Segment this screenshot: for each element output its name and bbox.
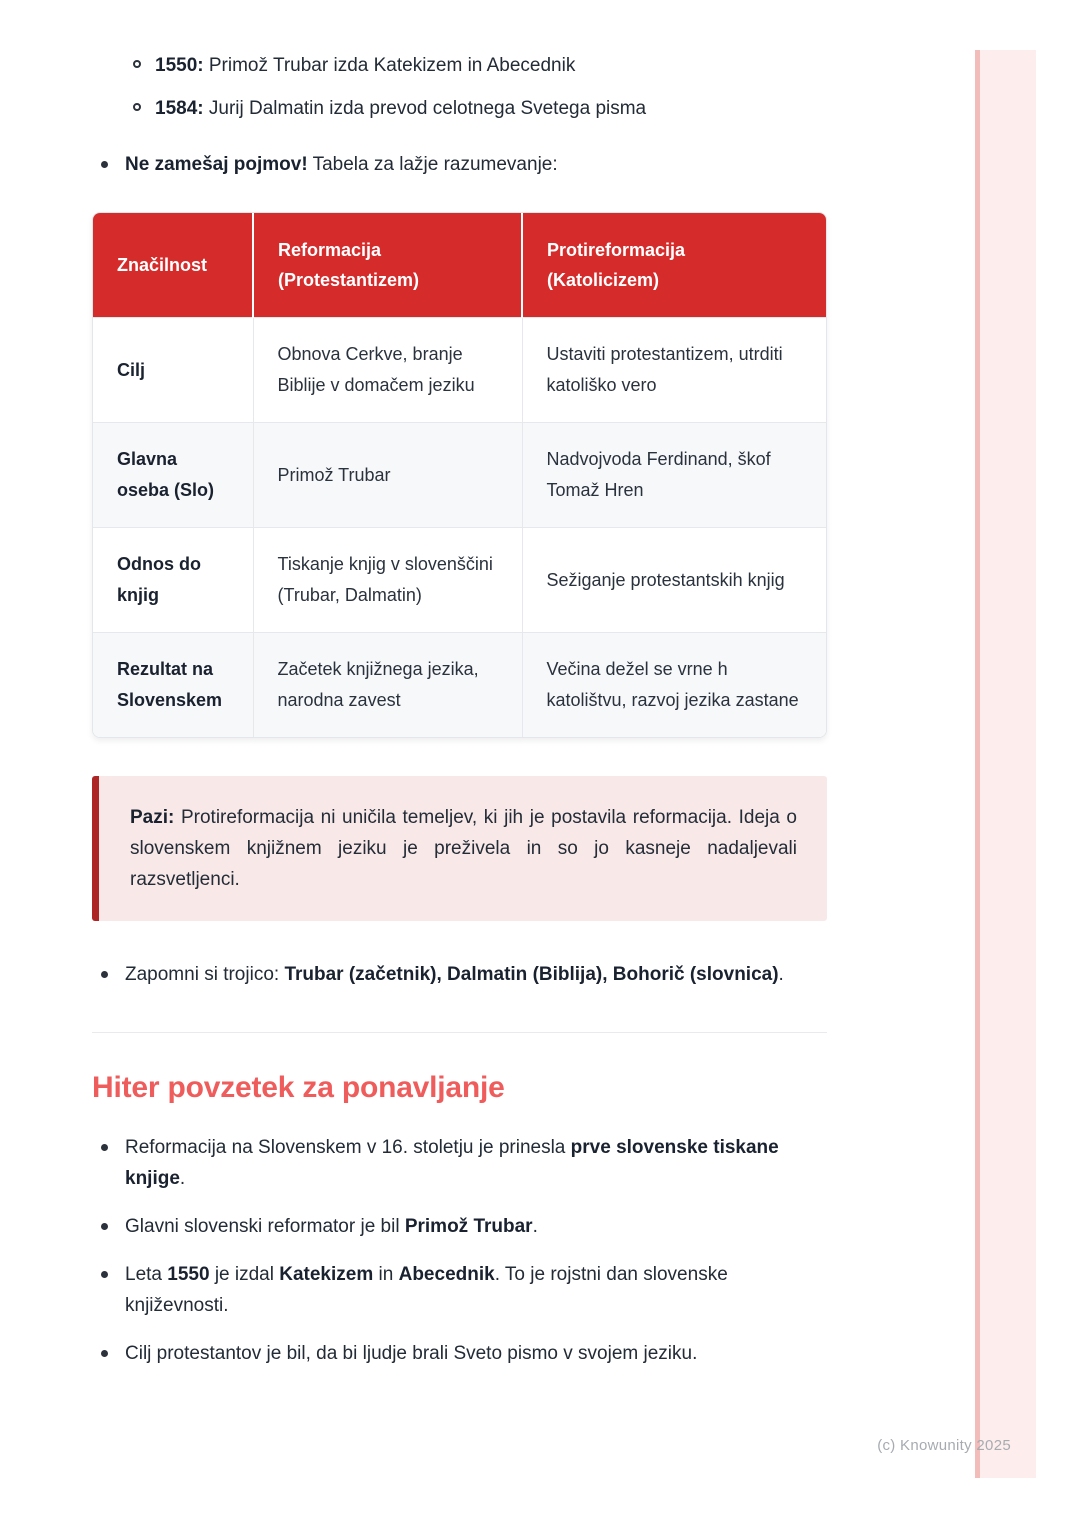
memo-bullet xyxy=(92,959,827,990)
circle-bullet-icon xyxy=(133,60,141,68)
intro-bullet-text: Ne zamešaj pojmov! Tabela za lažje razumevanje: xyxy=(125,154,558,175)
disc-bullet-icon xyxy=(101,971,108,978)
summary-bullet-text: Cilj protestantov je bil, da bi ljudje brali Sveto pismo v svojem jeziku. xyxy=(125,1343,698,1364)
cell-protireformacija: Ustaviti protestantizem, utrditi katoliško vero xyxy=(522,318,826,423)
summary-bullet-text: Leta 1550 je izdal Katekizem in Abecednik. To je rojstni dan slovenske književnosti. xyxy=(125,1264,728,1316)
timeline-item-1584 xyxy=(92,93,827,124)
table-row xyxy=(93,633,826,738)
intro-list xyxy=(92,149,827,180)
timeline-item-text: 1550: Primož Trubar izda Katekizem in Abecednik xyxy=(155,55,576,76)
disc-bullet-icon xyxy=(101,1144,108,1151)
timeline-item-1550 xyxy=(92,50,827,81)
intro-bullet xyxy=(92,149,827,180)
cell-protireformacija: Nadvojvoda Ferdinand, škof Tomaž Hren xyxy=(522,423,826,528)
summary-bullet-text: Reformacija na Slovenskem v 16. stoletju je prinesla prve slovenske tiskane knjige. xyxy=(125,1137,779,1189)
circle-bullet-icon xyxy=(133,103,141,111)
summary-heading: Hiter povzetek za ponavljanje xyxy=(92,1071,505,1104)
summary-bullet xyxy=(92,1211,827,1242)
page-edge-strip xyxy=(975,50,1036,1478)
table-row xyxy=(93,423,826,528)
timeline-item-text: 1584: Jurij Dalmatin izda prevod celotnega Svetega pisma xyxy=(155,98,647,119)
memo-list xyxy=(92,959,827,990)
summary-bullet xyxy=(92,1259,827,1321)
table-row xyxy=(93,528,826,633)
document-content xyxy=(92,50,827,1386)
comparison-table xyxy=(93,213,826,737)
warning-callout xyxy=(92,776,827,921)
summary-bullet xyxy=(92,1338,827,1369)
row-label: Cilj xyxy=(93,318,253,423)
header-znacilnost: Značilnost xyxy=(93,213,253,318)
cell-protireformacija: Sežiganje protestantskih knjig xyxy=(522,528,826,633)
cell-reformacija: Obnova Cerkve, branje Biblije v domačem jeziku xyxy=(253,318,522,423)
disc-bullet-icon xyxy=(101,1350,108,1357)
summary-list xyxy=(92,1132,827,1369)
row-label: Odnos do knjig xyxy=(93,528,253,633)
summary-bullet-text: Glavni slovenski reformator je bil Primož Trubar. xyxy=(125,1216,538,1237)
header-protireformacija: Protireformacija (Katolicizem) xyxy=(522,213,826,318)
row-label: Rezultat na Slovenskem xyxy=(93,633,253,738)
warning-callout-text: Pazi: Protireformacija ni uničila temeljev, ki jih je postavila reformacija. Ideja o slovenskem knjižnem jeziku je preživela in so jo kasneje nadaljevali razsvetljenci. xyxy=(130,807,797,890)
header-reformacija: Reformacija (Protestantizem) xyxy=(253,213,522,318)
cell-reformacija: Tiskanje knjig v slovenščini (Trubar, Dalmatin) xyxy=(253,528,522,633)
copyright-footer: (c) Knowunity 2025 xyxy=(877,1437,1011,1454)
memo-bullet-text: Zapomni si trojico: Trubar (začetnik), Dalmatin (Biblija), Bohorič (slovnica). xyxy=(125,964,784,985)
table-header-row xyxy=(93,213,826,318)
comparison-table-container xyxy=(92,212,827,738)
timeline-list xyxy=(92,50,827,124)
row-label: Glavna oseba (Slo) xyxy=(93,423,253,528)
disc-bullet-icon xyxy=(101,161,108,168)
section-divider xyxy=(92,1032,827,1033)
summary-bullet xyxy=(92,1132,827,1194)
disc-bullet-icon xyxy=(101,1271,108,1278)
table-row xyxy=(93,318,826,423)
disc-bullet-icon xyxy=(101,1223,108,1230)
cell-protireformacija: Večina dežel se vrne h katolištvu, razvoj jezika zastane xyxy=(522,633,826,738)
cell-reformacija: Začetek knjižnega jezika, narodna zavest xyxy=(253,633,522,738)
cell-reformacija: Primož Trubar xyxy=(253,423,522,528)
